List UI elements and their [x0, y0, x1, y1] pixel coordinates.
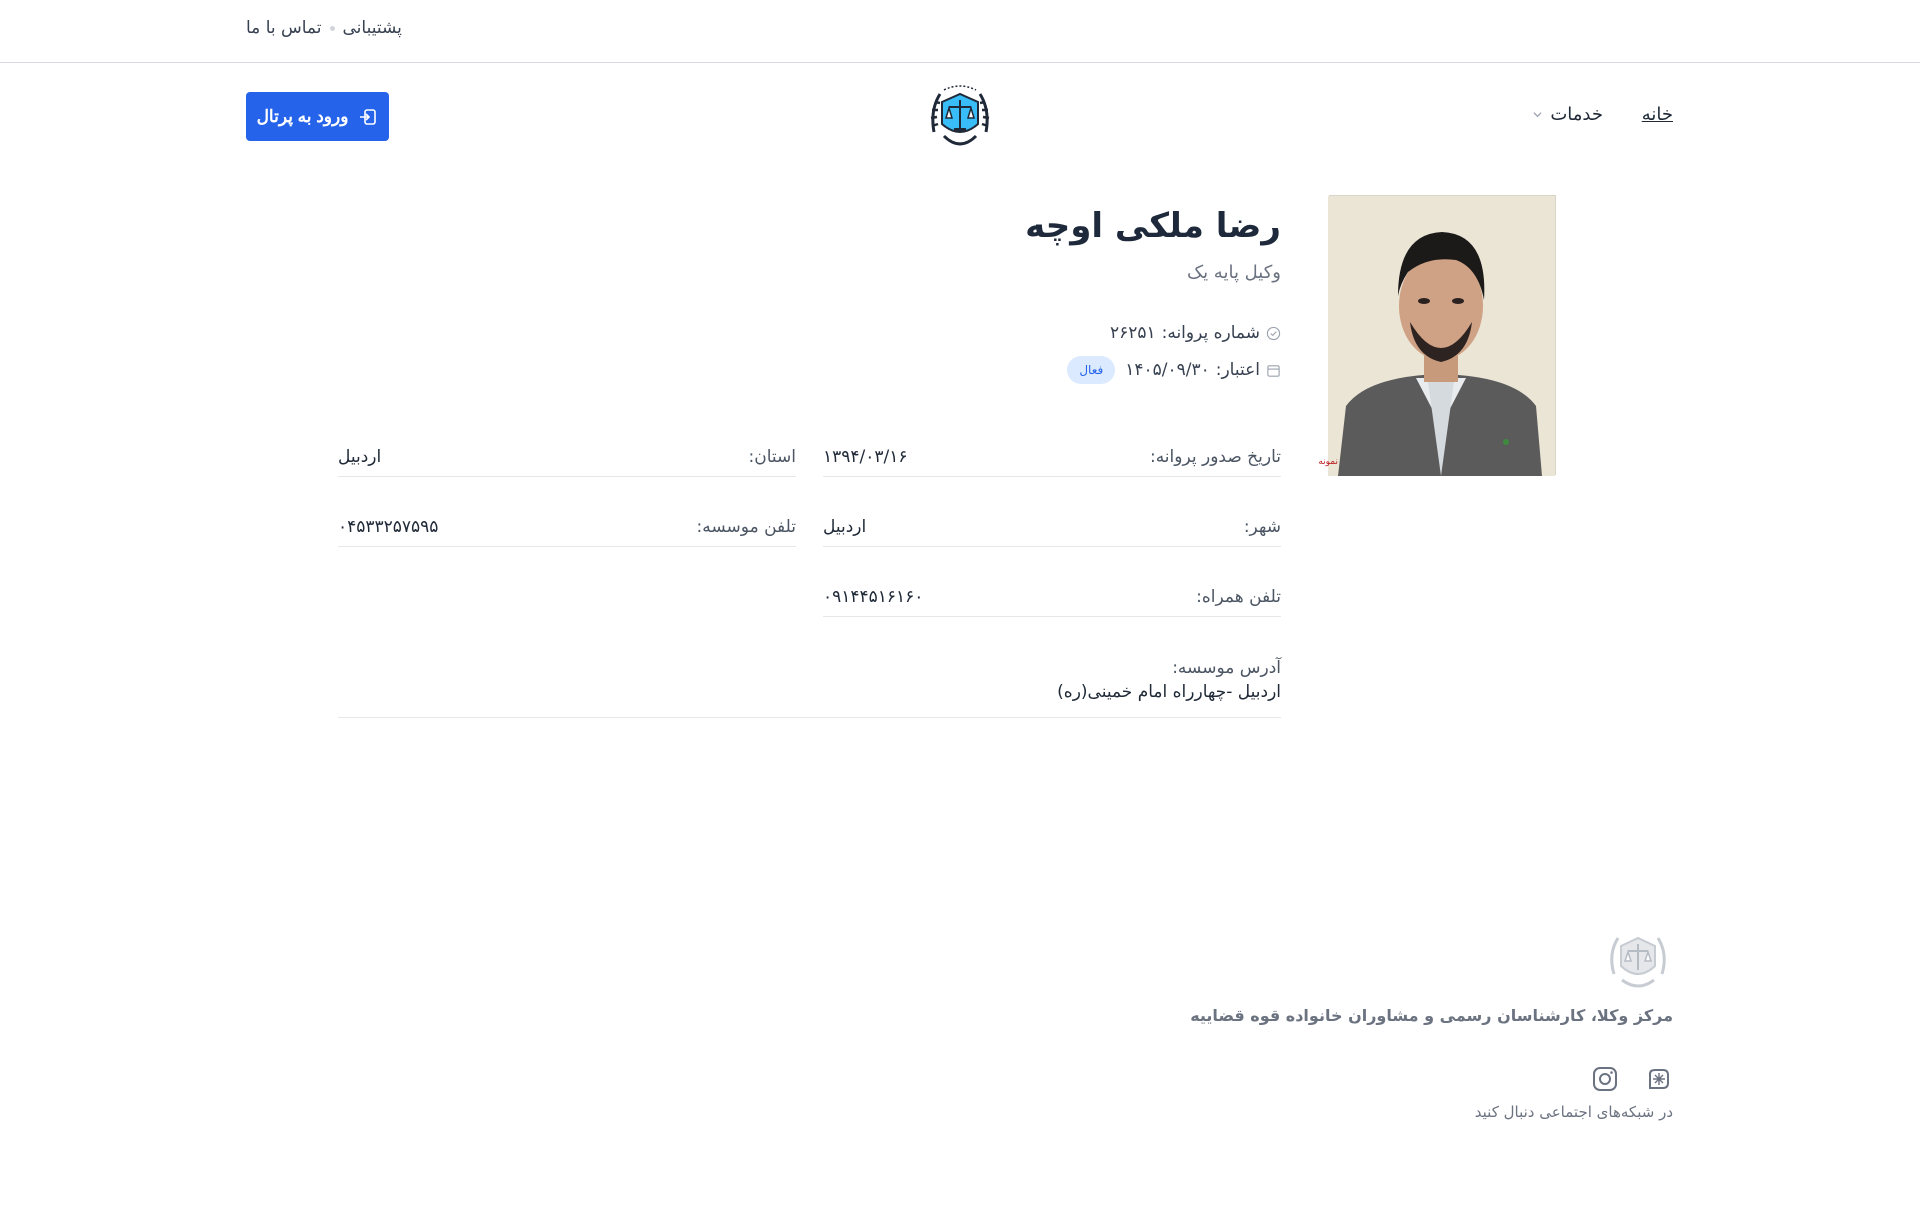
license-label: شماره پروانه:: [1161, 323, 1260, 343]
instagram-icon[interactable]: [1592, 1066, 1618, 1092]
portal-login-button[interactable]: [246, 92, 389, 141]
province-label: استان:: [748, 447, 796, 467]
bale-icon[interactable]: [1646, 1066, 1672, 1092]
address-label: آدرس موسسه:: [1172, 658, 1281, 678]
validity-label: اعتبار:: [1215, 360, 1260, 380]
chevron-down-icon: [1533, 110, 1542, 119]
lawyer-photo: [1318, 195, 1556, 475]
judiciary-logo[interactable]: [924, 80, 996, 154]
nav-home-link[interactable]: خانه: [1641, 104, 1673, 125]
portal-login-label: ورود به پرتال: [256, 106, 349, 126]
support-link[interactable]: پشتیبانی: [342, 18, 402, 38]
svg-text:نمونه: نمونه: [1318, 457, 1338, 467]
mobile-value[interactable]: ۰۹۱۴۴۵۱۶۱۶۰: [823, 587, 924, 607]
footer-logo: [1604, 926, 1672, 994]
mobile-label: تلفن همراه:: [1196, 587, 1281, 607]
detail-city: [823, 517, 1281, 547]
nav-services-label: خدمات: [1550, 104, 1603, 125]
detail-issue-date: [823, 447, 1281, 477]
footer-follow-text: در شبکه‌های اجتماعی دنبال کنید: [1474, 1103, 1673, 1121]
issue-date-label: تاریخ صدور پروانه:: [1149, 447, 1281, 467]
validity-line: [1067, 356, 1281, 384]
separator-dot: [330, 26, 335, 31]
nav-services-dropdown[interactable]: [1533, 104, 1603, 125]
check-circle-icon: [1266, 326, 1281, 341]
portrait-image: [1318, 196, 1555, 476]
license-line: [1110, 323, 1281, 343]
contact-link[interactable]: تماس با ما: [246, 18, 322, 38]
detail-province: [338, 447, 796, 477]
city-value: اردبیل: [823, 517, 867, 537]
detail-mobile: [823, 587, 1281, 617]
top-links: [246, 18, 402, 38]
office-phone-value[interactable]: ۰۴۵۳۳۲۵۷۵۹۵: [338, 517, 439, 537]
lawyer-title: وکیل پایه یک: [1186, 262, 1281, 283]
status-badge: فعال: [1067, 356, 1115, 384]
address-value: اردبیل -چهارراه امام خمینی(ره): [1057, 682, 1281, 702]
top-bar: [0, 0, 1920, 63]
city-label: شهر:: [1243, 517, 1281, 537]
license-number: ۲۶۲۵۱: [1109, 323, 1156, 343]
detail-address: [338, 658, 1281, 718]
footer-org-name: مرکز وکلا، کارشناسان رسمی و مشاوران خانواده قوه قضاییه: [1190, 1006, 1673, 1025]
province-value: اردبیل: [338, 447, 382, 467]
lawyer-name: رضا ملکی اوچه: [1025, 206, 1281, 246]
validity-date: ۱۴۰۵/۰۹/۳۰: [1125, 360, 1210, 380]
login-icon: [358, 107, 378, 127]
social-links: [1592, 1066, 1672, 1092]
office-phone-label: تلفن موسسه:: [696, 517, 796, 537]
calendar-icon: [1266, 363, 1281, 378]
issue-date-value: ۱۳۹۴/۰۳/۱۶: [823, 447, 908, 467]
detail-office-phone: [338, 517, 796, 547]
